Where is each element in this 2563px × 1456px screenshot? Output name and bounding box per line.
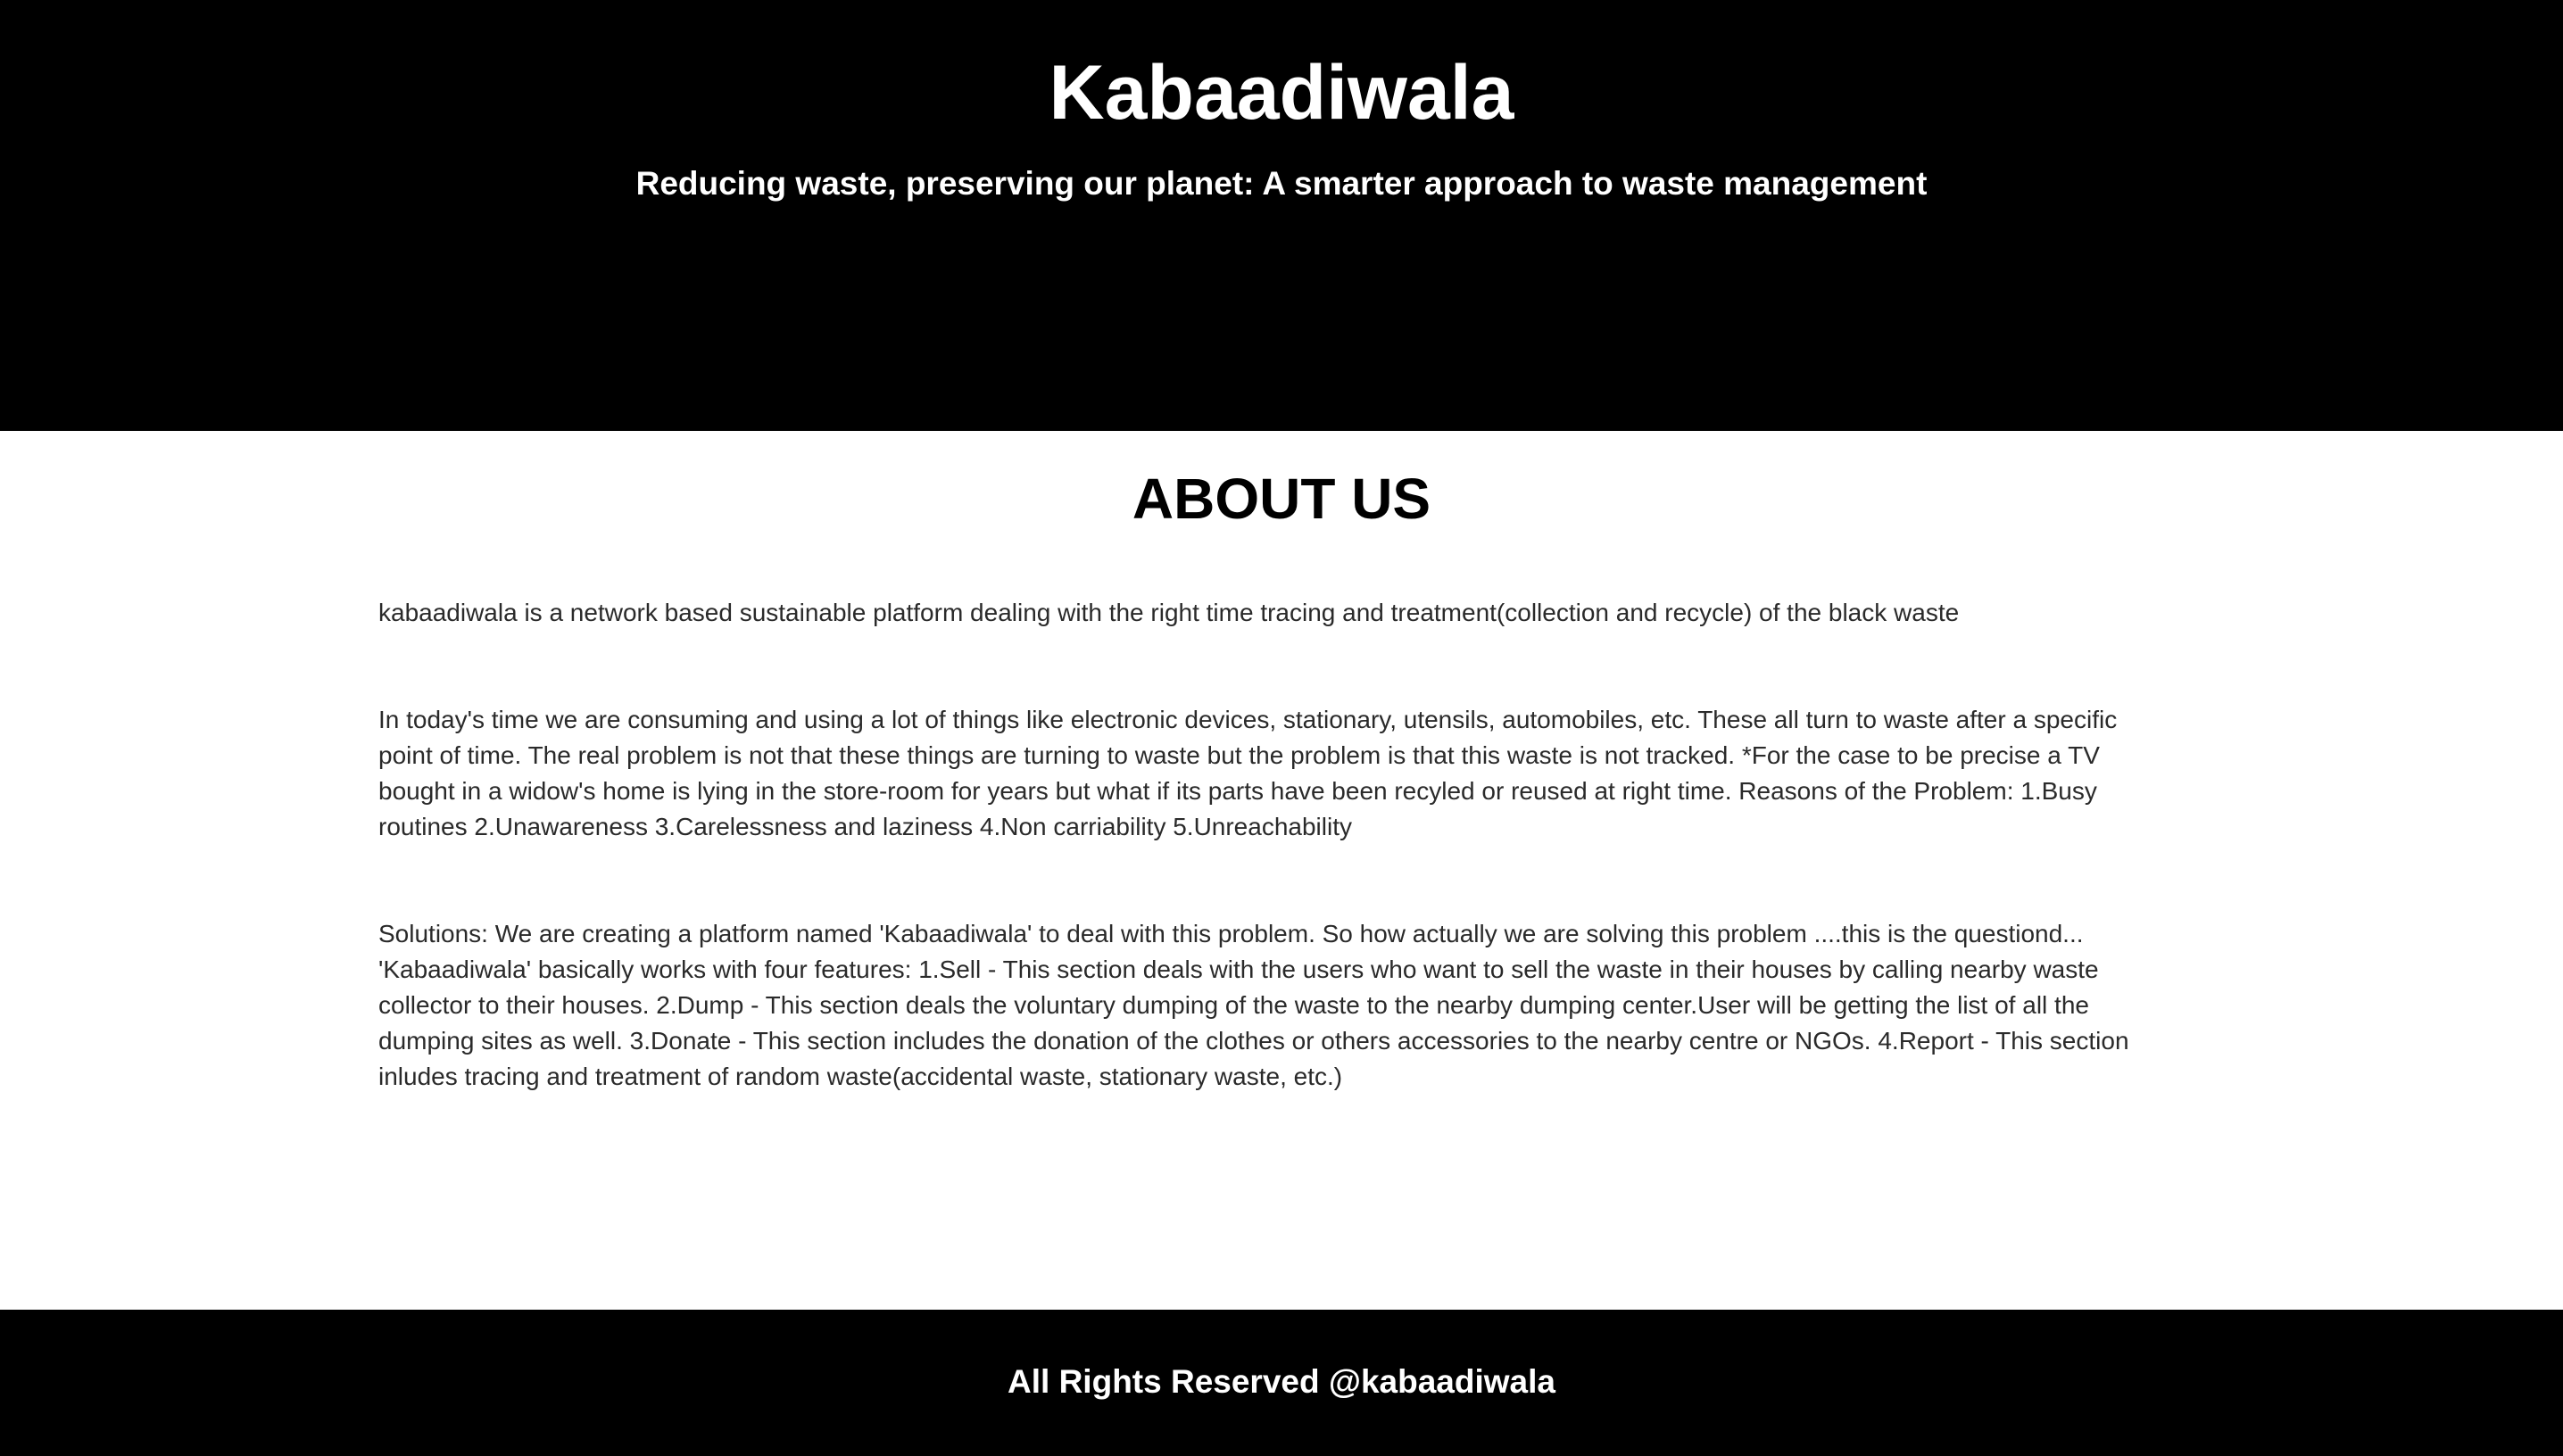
about-section [0, 431, 2563, 1310]
site-tagline: Reducing waste, preserving our planet: A smarter approach to waste management [635, 165, 1928, 202]
about-paragraph-intro: kabaadiwala is a network based sustainable platform dealing with the right time tracing and treatment(collection and recycle) of the black waste [378, 599, 1960, 626]
site-title: Kabaadiwala [1049, 50, 1514, 136]
about-paragraph-solutions: Solutions: We are creating a platform named 'Kabaadiwala' to deal with this problem. So how actually we are solving this problem ....this is the questiond... 'Kabaadiwala' basically works with four features: 1.Sell - This section deals with the users who want to sell the waste in their houses by calling nearby waste collector to their houses. 2.Dump - This section deals the voluntary dumping of the waste to the nearby dumping center.User will be getting the list of all the dumping sites as well. 3.Donate - This section includes the donation of the clothes or others accessories to the nearby centre or NGOs. 4.Report - This section inludes tracing and treatment of random waste(accidental waste, stationary waste, etc.) [378, 920, 2129, 1090]
site-footer [0, 1310, 2563, 1456]
about-heading: ABOUT US [1132, 467, 1431, 531]
about-paragraph-problem: In today's time we are consuming and using a lot of things like electronic devices, stationary, utensils, automobiles, etc. These all turn to waste after a specific point of time. The real problem is not that these things are turning to waste but the problem is that this waste is not tracked. *For the case to be precise a TV bought in a widow's home is lying in the store-room for years but what if its parts have been recyled or reused at right time. Reasons of the Problem: 1.Busy routines 2.Unawareness 3.Carelessness and laziness 4.Non carriability 5.Unreachability [378, 706, 2118, 840]
hero-banner [0, 0, 2563, 431]
footer-copyright: All Rights Reserved @kabaadiwala [1008, 1363, 1555, 1400]
about-body [378, 595, 2163, 1166]
